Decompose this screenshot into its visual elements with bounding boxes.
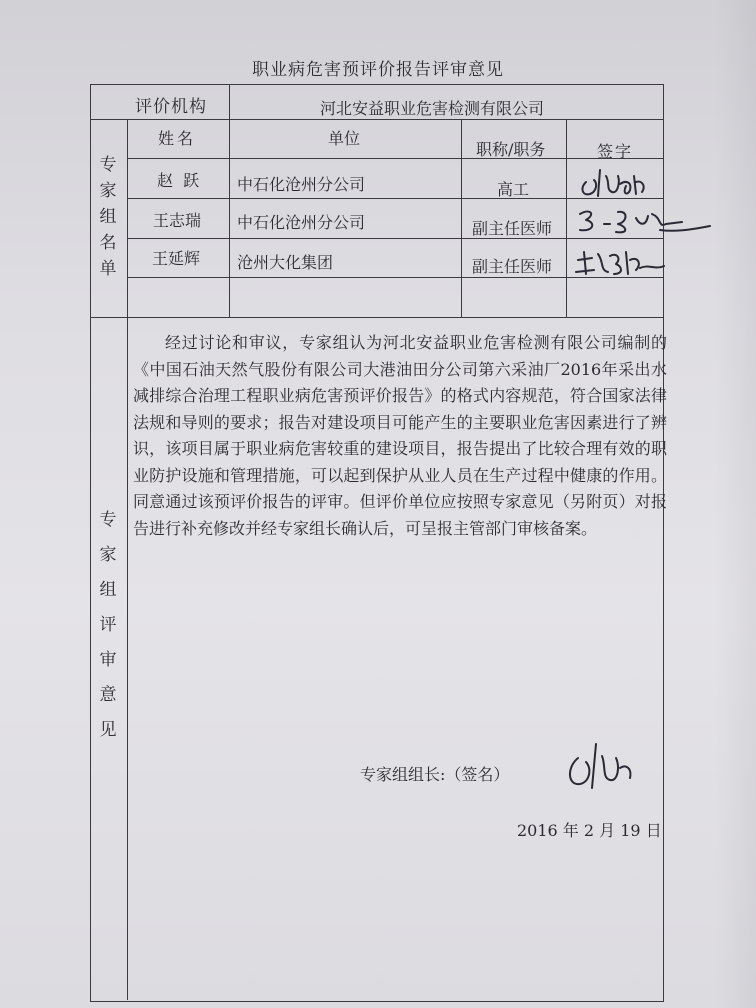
- expert-unit: 沧州大化集团: [237, 253, 334, 272]
- page-edge-shadow: [716, 0, 756, 1008]
- divider: [127, 119, 128, 1000]
- expert-unit: 中石化沧州分公司: [237, 213, 366, 232]
- divider: [127, 158, 663, 159]
- signature-image: [570, 240, 670, 280]
- expert-title: 高工: [497, 180, 530, 199]
- leader-signature-image: [560, 738, 640, 798]
- date: 2016 年 2 月 19 日: [517, 821, 662, 840]
- divider: [229, 84, 230, 318]
- expert-group-label: 专 家 组 名 单: [99, 155, 117, 279]
- org-name: 河北安益职业危害检测有限公司: [320, 99, 545, 118]
- opinion-paragraph: 经过讨论和审议，专家组认为河北安益职业危害检测有限公司编制的《中国石油天然气股份有限公司大港油田分公司第六采油厂2016年采出水减排综合治理工程职业病危害预评价报告》的格式内容规范，符合国家法律法规和导则的要求；报告对建设项目可能产生的主要职业危害因素进行了辨识，该项目属于职业病危害较重的建设项目，报告提出了比较合理有效的职业防护设施和管理措施，可以起到保护从业人员在生产过程中健康的作用。同意通过该预评价报告的评审。但评价单位应按照专家意见（另附页）对报告进行补充修改并经专家组长确认后，可呈报主管部门审核备案。: [133, 333, 667, 538]
- leader-signature-label: 专家组组长:（签名）: [360, 765, 510, 784]
- signature-image: [576, 162, 666, 202]
- expert-title: 副主任医师: [472, 257, 553, 276]
- divider: [90, 119, 663, 120]
- review-opinion-text: [133, 330, 667, 542]
- header-title: 职称/职务: [476, 140, 546, 159]
- opinion-label: 专 家 组 评 审 意 见: [99, 510, 117, 740]
- expert-name: 王志瑞: [153, 211, 202, 230]
- expert-name: 王延辉: [152, 249, 201, 268]
- header-sign: 签字: [597, 142, 634, 161]
- header-name: 姓名: [158, 129, 197, 148]
- expert-name: 赵 跃: [157, 171, 200, 190]
- divider: [90, 317, 663, 318]
- org-label: 评价机构: [135, 97, 207, 117]
- expert-title: 副主任医师: [472, 219, 553, 238]
- signature-image: [570, 200, 720, 240]
- expert-unit: 中石化沧州分公司: [237, 175, 366, 194]
- header-unit: 单位: [328, 129, 361, 148]
- divider: [461, 119, 462, 318]
- divider: [566, 119, 567, 318]
- document-title: 职业病危害预评价报告评审意见: [252, 60, 504, 80]
